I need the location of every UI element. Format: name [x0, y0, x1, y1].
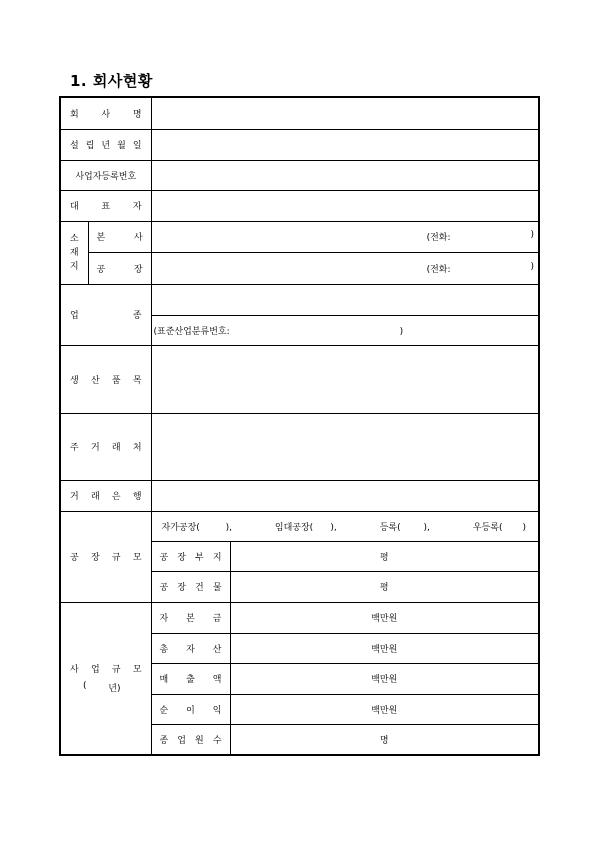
- field-products[interactable]: [151, 345, 539, 413]
- label-clients: 주 거 래 처: [60, 413, 151, 480]
- field-industry-code[interactable]: (표준산업분류번호: ): [151, 315, 539, 345]
- label-net-income: 순 이 익: [151, 694, 230, 724]
- label-factory-building: 공 장 건 물: [151, 571, 230, 602]
- label-factory-land: 공 장 부 지: [151, 541, 230, 571]
- field-factory-ownership[interactable]: 자가공장( ), 임대공장( ), 등록( ), 우등록( ): [151, 511, 539, 541]
- field-biz-reg-no[interactable]: [151, 160, 539, 190]
- field-company-name[interactable]: [151, 97, 539, 129]
- label-established-date: 설 립 년 월 일: [60, 129, 151, 160]
- label-sales: 매 출 액: [151, 663, 230, 694]
- field-capital[interactable]: 백만원: [230, 602, 539, 633]
- field-established-date[interactable]: [151, 129, 539, 160]
- field-sales[interactable]: 백만원: [230, 663, 539, 694]
- label-capital: 자 본 금: [151, 602, 230, 633]
- field-factory-building[interactable]: 평: [230, 571, 539, 602]
- field-net-income[interactable]: 백만원: [230, 694, 539, 724]
- field-head-office-address[interactable]: (전화: ): [151, 221, 539, 252]
- label-biz-scale: 사 업 규 모 ( 년): [60, 602, 151, 755]
- label-factory-location: 공 장: [88, 252, 151, 284]
- label-bank: 거 래 은 행: [60, 480, 151, 511]
- field-clients[interactable]: [151, 413, 539, 480]
- field-factory-address[interactable]: (전화: ): [151, 252, 539, 284]
- field-industry[interactable]: [151, 284, 539, 315]
- label-location: 소 재 지: [60, 221, 88, 284]
- label-products: 생 산 품 목: [60, 345, 151, 413]
- label-biz-reg-no: 사업자등록번호: [60, 160, 151, 190]
- field-total-assets[interactable]: 백만원: [230, 633, 539, 663]
- page-title: 1. 회사현황: [70, 72, 153, 90]
- label-factory-scale: 공 장 규 모: [60, 511, 151, 602]
- field-employees[interactable]: 명: [230, 724, 539, 755]
- field-bank[interactable]: [151, 480, 539, 511]
- label-head-office: 본 사: [88, 221, 151, 252]
- company-status-form: [59, 96, 540, 756]
- label-industry: 업 종: [60, 284, 151, 345]
- field-representative[interactable]: [151, 190, 539, 221]
- label-representative: 대 표 자: [60, 190, 151, 221]
- label-employees: 종 업 원 수: [151, 724, 230, 755]
- label-company-name: 회 사 명: [60, 97, 151, 129]
- label-total-assets: 총 자 산: [151, 633, 230, 663]
- field-factory-land[interactable]: 평: [230, 541, 539, 571]
